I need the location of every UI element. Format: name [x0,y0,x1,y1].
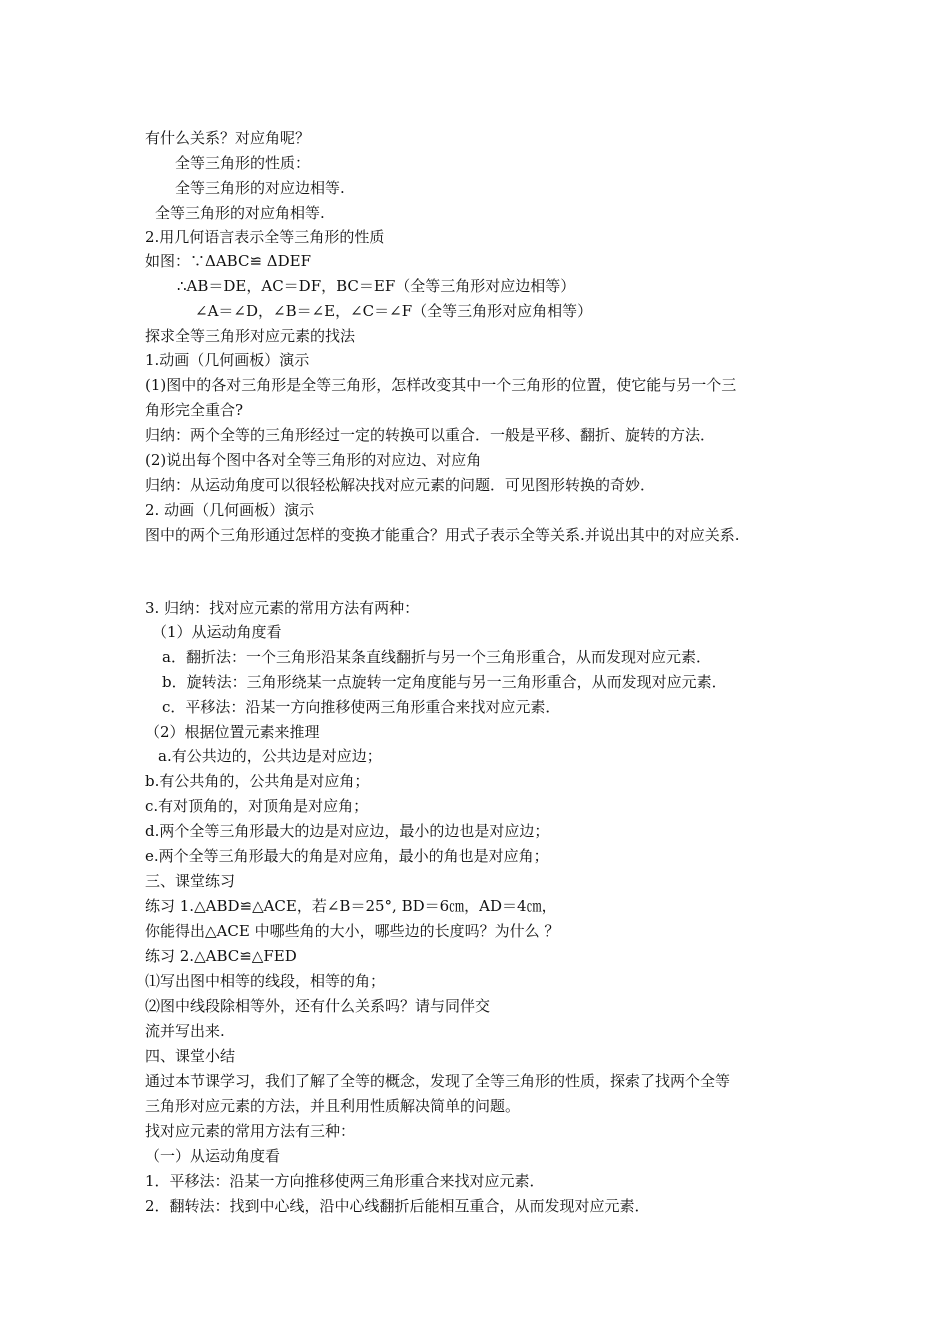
text-line: c．平移法：沿某一方向推移使两三角形重合来找对应元素． [162,698,561,716]
text-line: a．翻折法：一个三角形沿某条直线翻折与另一个三角形重合，从而发现对应元素． [162,648,711,666]
text-line: 如图：∵ΔABC≌ ΔDEF [145,252,311,270]
text-line: （1）从运动角度看 [152,623,282,641]
text-line: 1.动画（几何画板）演示 [145,351,310,369]
text-line: ∠A＝∠D，∠B＝∠E，∠C＝∠F（全等三角形对应角相等） [195,302,593,320]
text-line: 有什么关系？对应角呢？ [145,129,311,147]
text-line: 练习 2.△ABC≌△FED [145,947,297,965]
section-heading: 三、课堂练习 [145,872,236,890]
text-line: 练习 1.△ABD≌△ACE，若∠B＝25°, BD＝6㎝，AD＝4㎝， [145,897,557,915]
text-line: 2．翻转法：找到中心线，沿中心线翻折后能相互重合，从而发现对应元素． [145,1197,650,1215]
text-line: (1)图中的各对三角形是全等三角形，怎样改变其中一个三角形的位置，使它能与另一个三 [145,376,737,394]
text-line: 你能得出△ACE 中哪些角的大小，哪些边的长度吗？为什么 ？ [145,922,560,940]
text-line: 流并写出来. [145,1022,225,1040]
text-line: 图中的两个三角形通过怎样的变换才能重合？用式子表示全等关系.并说出其中的对应关系. [145,526,740,544]
text-line: 通过本节课学习，我们了解了全等的概念，发现了全等三角形的性质，探索了找两个全等 [145,1072,731,1090]
text-line: c.有对顶角的，对顶角是对应角； [145,797,369,815]
text-line: 全等三角形的对应角相等. [155,204,325,222]
text-line: (2)说出每个图中各对全等三角形的对应边、对应角 [145,451,482,469]
text-line: a.有公共边的，公共边是对应边； [158,747,382,765]
text-line: 全等三角形的性质： [175,154,311,172]
text-line: ∴AB＝DE，AC＝DF，BC＝EF（全等三角形对应边相等） [177,277,576,295]
text-line: ⑴写出图中相等的线段，相等的角； [145,972,386,990]
text-line: 探求全等三角形对应元素的找法 [145,327,356,345]
text-line: （一）从运动角度看 [145,1147,281,1165]
text-line: 3. 归纳：找对应元素的常用方法有两种： [145,599,420,617]
text-line: 找对应元素的常用方法有三种： [145,1122,356,1140]
text-line: 2. 动画（几何画板）演示 [145,501,315,519]
text-line: （2）根据位置元素来推理 [145,723,320,741]
text-line: 角形完全重合? [145,401,244,419]
text-line: d.两个全等三角形最大的边是对应边，最小的边也是对应边； [145,822,550,840]
text-line: b.有公共角的，公共角是对应角； [145,772,370,790]
text-line: e.两个全等三角形最大的角是对应角，最小的角也是对应角； [145,847,549,865]
text-line: 三角形对应元素的方法，并且利用性质解决简单的问题。 [145,1097,521,1115]
section-heading: 四、课堂小结 [145,1047,236,1065]
text-line: 归纳：两个全等的三角形经过一定的转换可以重合．一般是平移、翻折、旋转的方法． [145,426,716,444]
text-line: 全等三角形的对应边相等. [175,179,345,197]
text-line: 1．平移法：沿某一方向推移使两三角形重合来找对应元素． [145,1172,545,1190]
text-line: b．旋转法：三角形绕某一点旋转一定角度能与另一三角形重合，从而发现对应元素． [162,673,727,691]
text-line: 归纳：从运动角度可以很轻松解决找对应元素的问题．可见图形转换的奇妙． [145,476,656,494]
text-line: ⑵图中线段除相等外，还有什么关系吗？请与同伴交 [145,997,491,1015]
text-line: 2.用几何语言表示全等三角形的性质 [145,228,385,246]
